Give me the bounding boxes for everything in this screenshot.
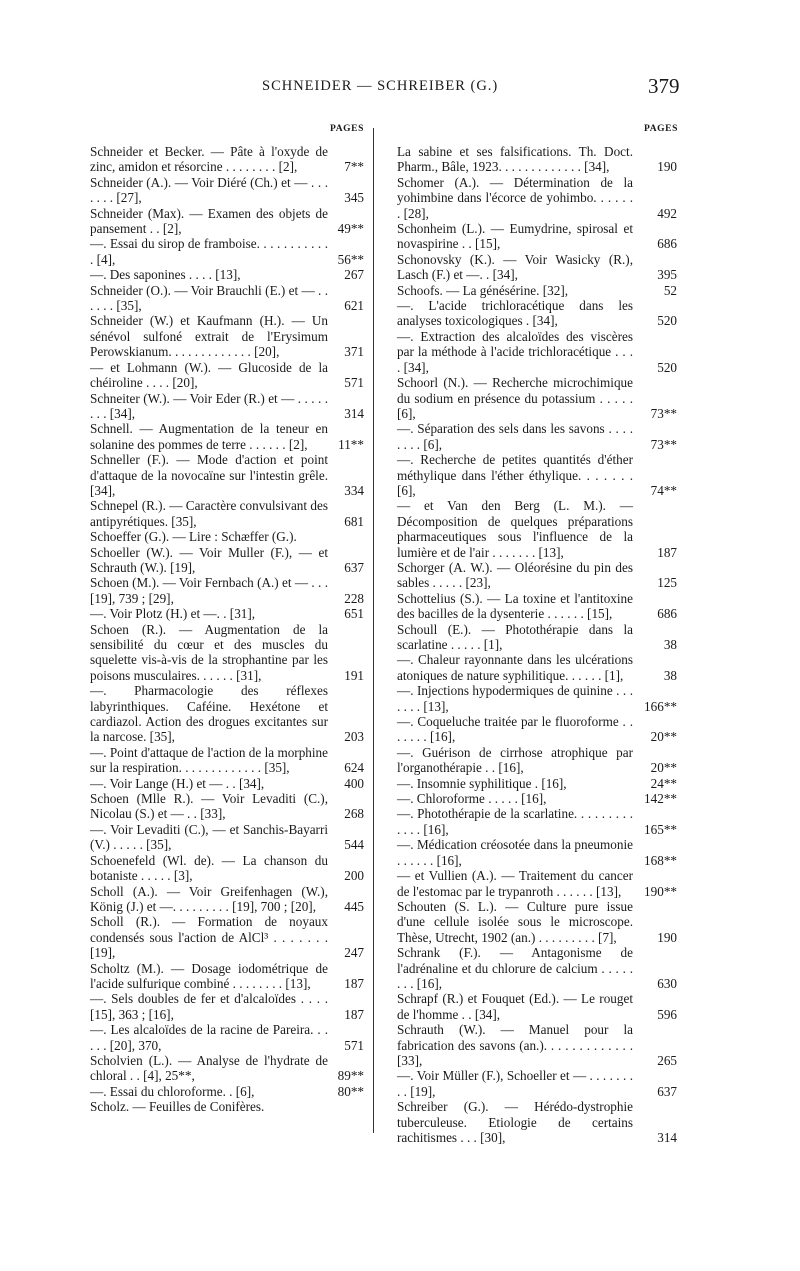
- entry-page-ref: 190: [657, 929, 677, 945]
- entry-page-ref: 73**: [650, 436, 677, 452]
- entry-text: Schonovsky (K.). — Voir Wasicky (R.), Lasch (F.) et —. . [34],: [397, 251, 633, 283]
- index-entry: [397, 1099, 677, 1145]
- entry-page-ref: 265: [657, 1052, 677, 1068]
- entry-page-ref: 187: [657, 544, 677, 560]
- entry-text: —. Photothérapie de la scarlatine. . . . . . . . . . . . . [16],: [397, 806, 633, 837]
- entry-page-ref: 80**: [337, 1083, 364, 1099]
- right-column: [397, 144, 677, 1145]
- entry-text: Schonheim (L.). — Eumydrine, spirosal et novaspirine . . [15],: [397, 221, 633, 252]
- index-entry: [90, 853, 364, 884]
- index-entry: [90, 822, 364, 853]
- index-entry: [90, 1099, 364, 1114]
- entry-page-ref: 247: [344, 945, 364, 961]
- entry-page-ref: 20**: [650, 760, 677, 776]
- entry-text: Schnepel (R.). — Caractère convulsivant des antipyrétiques. [35],: [90, 498, 328, 529]
- index-entry: [397, 991, 677, 1022]
- entry-page-ref: 571: [344, 1037, 364, 1053]
- entry-text: —. Insomnie syphilitique . [16],: [397, 775, 567, 791]
- entry-page-ref: 7**: [344, 159, 364, 175]
- entry-text: Schoull (E.). — Photothérapie dans la scarlatine . . . . . [1],: [397, 621, 633, 652]
- index-entry: [397, 837, 677, 868]
- entry-text: Schoorl (N.). — Recherche microchimique du sodium en présence du potassium . . . . . [6],: [397, 375, 633, 421]
- index-entry: [397, 251, 677, 283]
- entry-page-ref: 187: [344, 1006, 364, 1022]
- entry-page-ref: 268: [344, 806, 364, 822]
- entry-text: Schneider (O.). — Voir Brauchli (E.) et — . . . . . . [35],: [90, 282, 328, 314]
- entry-text: Schoeller (W.). — Voir Muller (F.), — et Schrauth (W.). [19],: [90, 544, 328, 575]
- index-entry: [397, 714, 677, 745]
- entry-text: —. Guérison de cirrhose atrophique par l'organothérapie . . [16],: [397, 744, 633, 776]
- entry-page-ref: 142**: [644, 791, 677, 807]
- entry-page-ref: 637: [657, 1083, 677, 1099]
- entry-page-ref: 314: [657, 1130, 677, 1145]
- index-entry: [397, 621, 677, 653]
- entry-text: Schoen (R.). — Augmentation de la sensibilité du cœur et des muscles du squelette vis-à-vis de la strophantine par les poisons musculaires. . . . . . [31],: [90, 621, 328, 683]
- index-entry: [90, 452, 364, 498]
- entry-text: Scholl (A.). — Voir Greifenhagen (W.), König (J.) et —. . . . . . . . . [19], 700 ; [20],: [90, 883, 328, 914]
- index-entry: [397, 498, 677, 560]
- index-entry: [397, 791, 677, 807]
- entry-page-ref: 24**: [650, 775, 677, 791]
- index-entry: [90, 283, 364, 314]
- entry-text: Schouten (S. L.). — Culture pure issue d'une cellule isolée sous le microscope. Thèse, Utrecht, 1902 (an.) . . . . . . . . . [7],: [397, 898, 633, 945]
- index-entry: [90, 545, 364, 576]
- entry-page-ref: 630: [657, 975, 677, 991]
- index-entry: [90, 498, 364, 529]
- index-entry: [397, 945, 677, 991]
- entry-page-ref: 203: [344, 729, 364, 745]
- entry-page-ref: 190**: [644, 883, 677, 899]
- index-entry: [397, 868, 677, 899]
- entry-text: —. Injections hypodermiques de quinine . . . . . . . [13],: [397, 683, 633, 714]
- entry-text: —. Pharmacologie des réflexes labyrinthiques. Caféine. Hexétone et cardiazol. Action des drogues excitantes sur la narcose. [35],: [90, 683, 328, 745]
- entry-page-ref: 38: [663, 667, 677, 683]
- entry-text: —. Les alcaloïdes de la racine de Pareira. . . . . . [20], 370,: [90, 1022, 328, 1053]
- entry-page-ref: 624: [344, 760, 364, 776]
- entry-page-ref: 571: [344, 375, 364, 391]
- index-entry: [90, 1053, 364, 1084]
- entry-text: —. Voir Müller (F.), Schoeller et — . . . . . . . . . [19],: [397, 1068, 633, 1099]
- page-title: SCHNEIDER — SCHREIBER (G.): [262, 78, 499, 94]
- entry-text: Schneiter (W.). — Voir Eder (R.) et — . . . . . . . . [34],: [90, 390, 328, 421]
- entry-text: —. Médication créosotée dans la pneumonie . . . . . . [16],: [397, 837, 633, 868]
- entry-text: —. Extraction des alcaloïdes des viscères par la méthode à l'acide trichloracétique . . . . [34],: [397, 328, 633, 375]
- index-entry: [397, 375, 677, 421]
- pages-label-left: PAGES: [330, 124, 364, 134]
- entry-text: — et Lohmann (W.). — Glucoside de la chéiroline . . . . [20],: [90, 359, 328, 391]
- index-entry: [397, 898, 677, 945]
- index-entry: [90, 267, 364, 282]
- entry-text: Schoen (Mlle R.). — Voir Levaditi (C.), Nicolau (S.) et — . . [33],: [90, 791, 328, 822]
- index-entry: [90, 236, 364, 267]
- entry-text: Schrank (F.). — Antagonisme de l'adrénaline et du chlorure de calcium . . . . . . . . [16],: [397, 945, 633, 991]
- entry-page-ref: 596: [657, 1006, 677, 1022]
- index-entry: [90, 529, 364, 544]
- index-entry: [90, 745, 364, 776]
- entry-page-ref: 267: [344, 267, 364, 283]
- entry-page-ref: 681: [344, 513, 364, 529]
- entry-text: Schoofs. — La génésérine. [32],: [397, 282, 569, 298]
- entry-text: Schneider (A.). — Voir Diéré (Ch.) et — . . . . . . . [27],: [90, 174, 328, 206]
- entry-text: — et Van den Berg (L. M.). — Décomposition de quelques préparations pharmaceutiques sous l'influence de la lumière et de l'air . . . . . . . [13],: [397, 498, 633, 560]
- entry-page-ref: 544: [344, 837, 364, 853]
- index-entry: [397, 328, 677, 375]
- entry-text: —. Voir Levaditi (C.), — et Sanchis-Bayarri (V.) . . . . . [35],: [90, 821, 328, 853]
- entry-page-ref: 686: [657, 606, 677, 622]
- entry-page-ref: 637: [344, 559, 364, 575]
- index-entry: [397, 144, 677, 175]
- index-entry: [90, 791, 364, 822]
- index-entry: [90, 313, 364, 359]
- entry-page-ref: 651: [344, 606, 364, 622]
- index-entry: [397, 683, 677, 714]
- entry-page-ref: 621: [344, 298, 364, 314]
- entry-text: Schneller (F.). — Mode d'action et point d'attaque de la novocaïne sur l'intestin grêle. [34],: [90, 452, 328, 498]
- index-entry: [90, 961, 364, 992]
- entry-page-ref: 686: [657, 236, 677, 252]
- index-entry: [397, 652, 677, 683]
- entry-page-ref: 314: [344, 405, 364, 421]
- entry-page-ref: 334: [344, 482, 364, 498]
- entry-text: Schrauth (W.). — Manuel pour la fabrication des savons (an.). . . . . . . . . . . . . [33],: [397, 1022, 633, 1068]
- index-entry: [90, 391, 364, 422]
- entry-page-ref: 445: [344, 898, 364, 914]
- entry-text: — et Vullien (A.). — Traitement du cancer de l'estomac par le trypanroth . . . . . . [13],: [397, 868, 633, 899]
- entry-text: —. Des saponines . . . . [13],: [90, 267, 241, 283]
- index-entry: [90, 884, 364, 915]
- index-entry: [397, 298, 677, 329]
- entry-text: Schorger (A. W.). — Oléorésine du pin des sables . . . . . [23],: [397, 559, 633, 591]
- index-entry: [397, 775, 677, 791]
- entry-page-ref: 74**: [650, 482, 677, 498]
- index-entry: [397, 1068, 677, 1099]
- index-entry: [90, 606, 364, 621]
- index-entry: [90, 575, 364, 606]
- entry-text: Schottelius (S.). — La toxine et l'antitoxine des bacilles de la dysenterie . . . . . . [15],: [397, 590, 633, 622]
- entry-text: Schnell. — Augmentation de la teneur en solanine des pommes de terre . . . . . . [2],: [90, 421, 328, 452]
- entry-page-ref: 38: [663, 637, 677, 652]
- entry-text: —. Chaleur rayonnante dans les ulcérations atoniques de nature syphilitique. . . . . . [1],: [397, 652, 633, 683]
- entry-text: —. L'acide trichloracétique dans les analyses toxicologiques . [34],: [397, 298, 633, 329]
- entry-text: Schrapf (R.) et Fouquet (Ed.). — Le rouget de l'homme . . [34],: [397, 991, 633, 1022]
- entry-page-ref: 11**: [338, 436, 364, 452]
- entry-page-ref: 395: [657, 267, 677, 283]
- entry-page-ref: 228: [344, 590, 364, 606]
- index-entry: [397, 221, 677, 252]
- entry-page-ref: 73**: [650, 405, 677, 421]
- index-entry: [90, 914, 364, 960]
- entry-page-ref: 371: [344, 344, 364, 360]
- entry-page-ref: 89**: [337, 1068, 364, 1084]
- index-entry: [90, 144, 364, 175]
- index-entry: [397, 174, 677, 221]
- index-entry: [90, 360, 364, 391]
- entry-page-ref: 49**: [337, 221, 364, 237]
- index-entry: [90, 991, 364, 1022]
- entry-text: Scholtz (M.). — Dosage iodométrique de l'acide sulfurique combiné . . . . . . . . [13],: [90, 960, 328, 991]
- index-entry: [397, 1022, 677, 1068]
- entry-text: Schneider et Becker. — Pâte à l'oxyde de zinc, amidon et résorcine . . . . . . . . [2],: [90, 144, 328, 175]
- entry-text: Schneider (Max). — Examen des objets de pansement . . [2],: [90, 205, 328, 237]
- pages-label-right: PAGES: [644, 124, 678, 134]
- entry-text: —. Coqueluche traitée par le fluoroforme . . . . . . . [16],: [397, 714, 633, 745]
- entry-text: —. Voir Lange (H.) et — . . [34],: [90, 775, 265, 791]
- entry-text: Schoenefeld (Wl. de). — La chanson du botaniste . . . . . [3],: [90, 852, 328, 884]
- entry-text: —. Sels doubles de fer et d'alcaloïdes . . . . [15], 363 ; [16],: [90, 991, 328, 1022]
- entry-page-ref: 187: [344, 975, 364, 991]
- entry-page-ref: 200: [344, 868, 364, 884]
- entry-page-ref: 166**: [644, 698, 677, 714]
- index-entry: [397, 421, 677, 452]
- column-divider: [373, 128, 374, 1133]
- index-entry: [90, 683, 364, 745]
- index-entry: [397, 559, 677, 591]
- entry-text: Schoeffer (G.). — Lire : Schæffer (G.).: [90, 529, 297, 545]
- entry-text: Schoen (M.). — Voir Fernbach (A.) et — . . . [19], 739 ; [29],: [90, 575, 328, 606]
- entry-page-ref: 520: [657, 359, 677, 375]
- entry-page-ref: 345: [344, 190, 364, 206]
- entry-text: Schneider (W.) et Kaufmann (H.). — Un sénévol sulfoné extrait de l'Erysimum Perowskianum. . . . . . . . . . . . . [20],: [90, 313, 328, 360]
- entry-page-ref: 165**: [644, 821, 677, 837]
- entry-page-ref: 492: [657, 205, 677, 221]
- entry-text: Scholz. — Feuilles de Conifères.: [90, 1099, 265, 1115]
- entry-page-ref: 125: [657, 575, 677, 591]
- entry-page-ref: 190: [657, 159, 677, 175]
- index-entry: [90, 421, 364, 452]
- index-entry: [90, 622, 364, 684]
- left-column: [90, 144, 364, 1115]
- running-head: [0, 72, 800, 102]
- entry-page-ref: 520: [657, 313, 677, 329]
- entry-page-ref: 400: [344, 775, 364, 791]
- entry-text: Schreiber (G.). — Hérédo-dystrophie tuberculeuse. Etiologie de certains rachitismes . . . [30],: [397, 1099, 633, 1145]
- index-entry: [90, 1084, 364, 1099]
- index-entry: [397, 452, 677, 498]
- entry-text: —. Point d'attaque de l'action de la morphine sur la respiration. . . . . . . . . . . . . [35],: [90, 744, 328, 776]
- entry-text: Schomer (A.). — Détermination de la yohimbine dans l'écorce de yohimbo. . . . . . . [28],: [397, 174, 633, 221]
- entry-text: Scholvien (L.). — Analyse de l'hydrate de chloral . . [4], 25**,: [90, 1052, 328, 1084]
- entry-text: —. Essai du chloroforme. . [6],: [90, 1083, 255, 1099]
- index-entry: [397, 806, 677, 837]
- index-entry: [397, 282, 677, 298]
- entry-text: La sabine et ses falsifications. Th. Doct. Pharm., Bâle, 1923. . . . . . . . . . . . . [34],: [397, 144, 633, 175]
- index-entry: [90, 206, 364, 237]
- index-entry: [397, 590, 677, 622]
- entry-page-ref: 168**: [644, 852, 677, 868]
- entry-text: —. Séparation des sels dans les savons . . . . . . . . [6],: [397, 421, 633, 452]
- index-entry: [90, 175, 364, 206]
- entry-text: Scholl (R.). — Formation de noyaux condensés sous l'action de AlCl³ . . . . . . . [19],: [90, 914, 328, 961]
- entry-text: —. Chloroforme . . . . . [16],: [397, 791, 547, 807]
- entry-text: —. Recherche de petites quantités d'éther méthylique dans l'éther éthylique. . . . . . . [6],: [397, 452, 633, 498]
- entry-page-ref: 56**: [337, 251, 364, 267]
- entry-text: —. Voir Plotz (H.) et —. . [31],: [90, 606, 256, 622]
- index-entry: [90, 776, 364, 791]
- index-entry: [397, 744, 677, 776]
- entry-page-ref: 191: [344, 667, 364, 683]
- entry-text: —. Essai du sirop de framboise. . . . . . . . . . . . [4],: [90, 236, 328, 267]
- index-entry: [90, 1022, 364, 1053]
- entry-page-ref: 20**: [650, 729, 677, 745]
- entry-page-ref: 52: [663, 282, 677, 298]
- page-number: 379: [648, 74, 680, 98]
